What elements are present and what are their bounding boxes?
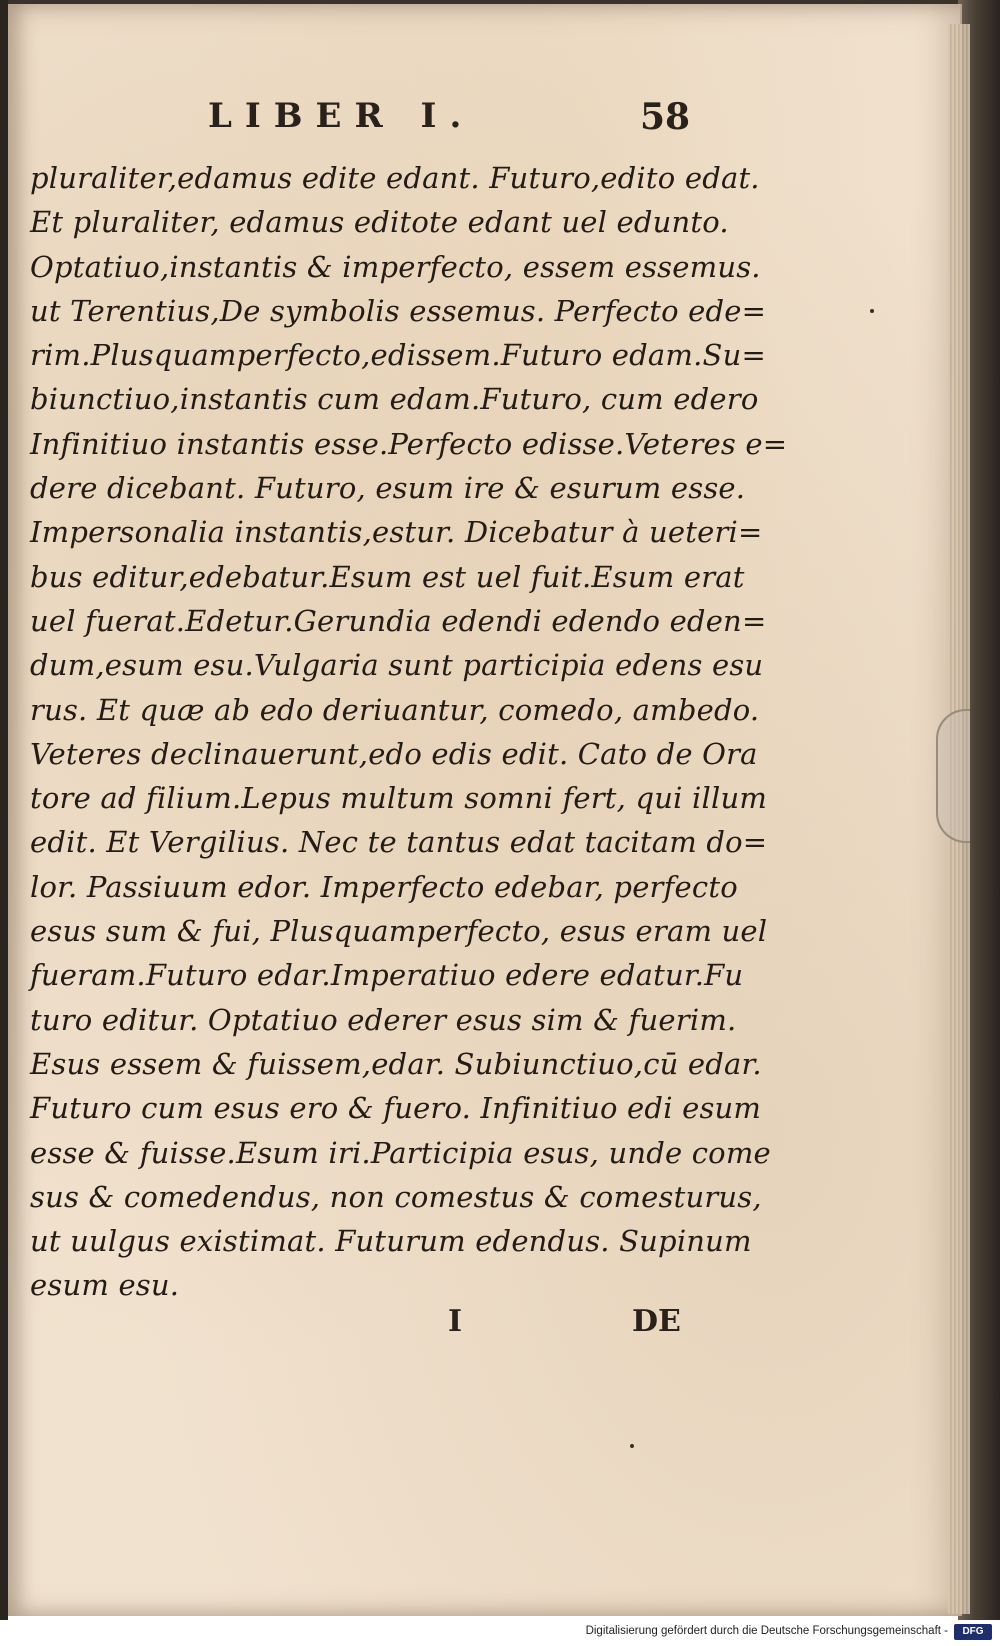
text-line: esus sum & fui, Plusquamperfecto, esus eram uel xyxy=(30,914,768,949)
text-line: biunctiuo,instantis cum edam.Futuro, cum edero xyxy=(30,382,759,417)
text-line: fueram.Futuro edar.Imperatiuo edere edatur.Fu xyxy=(30,958,744,993)
text-line: esse & fuisse.Esum iri.Participia esus, unde come xyxy=(30,1135,771,1170)
catchword: DE xyxy=(632,1304,681,1339)
text-line: rim.Plusquamperfecto,edissem.Futuro edam.Su= xyxy=(30,338,766,373)
scan-frame-left xyxy=(0,0,8,1620)
text-line: Futuro cum esus ero & fuero. Infinitiuo edi esum xyxy=(30,1091,762,1126)
text-line: Veteres declinauerunt,edo edis edit. Cato de Ora xyxy=(30,736,758,771)
text-line: bus editur,edebatur.Esum est uel fuit.Esum erat xyxy=(30,559,745,594)
text-line: dum,esum esu.Vulgaria sunt participia edens esu xyxy=(30,648,764,683)
text-line: turo editur. Optatiuo ederer esus sim & fuerim. xyxy=(30,1002,737,1037)
text-line: ut Terentius,De symbolis essemus. Perfecto ede= xyxy=(30,293,767,328)
page-number: 58 xyxy=(640,96,691,138)
text-line: Impersonalia instantis,estur. Dicebatur à ueteri= xyxy=(30,515,763,550)
ink-speck xyxy=(870,309,874,313)
text-line: dere dicebant. Futuro, esum ire & esurum esse. xyxy=(30,471,746,506)
body-text xyxy=(30,156,788,1308)
text-line: Et pluraliter, edamus editote edant uel edunto. xyxy=(30,205,729,240)
text-line: edit. Et Vergilius. Nec te tantus edat tacitam do= xyxy=(30,825,768,860)
signature-mark: I xyxy=(448,1304,463,1339)
text-line: lor. Passiuum edor. Imperfecto edebar, perfecto xyxy=(30,869,738,904)
text-line: Optatiuo,instantis & imperfecto, essem essemus. xyxy=(30,249,761,284)
page-header xyxy=(8,96,960,146)
ink-speck xyxy=(630,1444,634,1448)
text-line: tore ad filium.Lepus multum somni fert, qui illum xyxy=(30,781,768,816)
book-page xyxy=(8,4,962,1616)
text-line: sus & comedendus, non comestus & comesturus, xyxy=(30,1179,762,1214)
text-line: Esus essem & fuissem,edar. Subiunctiuo,cū edar. xyxy=(30,1046,762,1081)
book-clasp xyxy=(936,709,970,843)
text-line: esum esu. xyxy=(30,1268,180,1303)
text-line: pluraliter,edamus edite edant. Futuro,edito edat. xyxy=(30,161,760,195)
page-footer xyxy=(8,1304,960,1354)
funding-notice-text: Digitalisierung gefördert durch die Deutsche Forschungsgemeinschaft - xyxy=(585,1625,948,1637)
text-line: rus. Et quæ ab edo deriuantur, comedo, ambedo. xyxy=(30,692,760,727)
text-line: ut uulgus existimat. Futurum edendus. Supinum xyxy=(30,1224,752,1259)
running-head: LIBER I. xyxy=(208,96,475,136)
text-line: Infinitiuo instantis esse.Perfecto edisse.Veteres e= xyxy=(30,426,788,461)
dfg-logo: DFG xyxy=(954,1624,992,1640)
text-line: uel fuerat.Edetur.Gerundia edendi edendo eden= xyxy=(30,603,767,638)
funding-notice-bar xyxy=(0,1620,1000,1646)
